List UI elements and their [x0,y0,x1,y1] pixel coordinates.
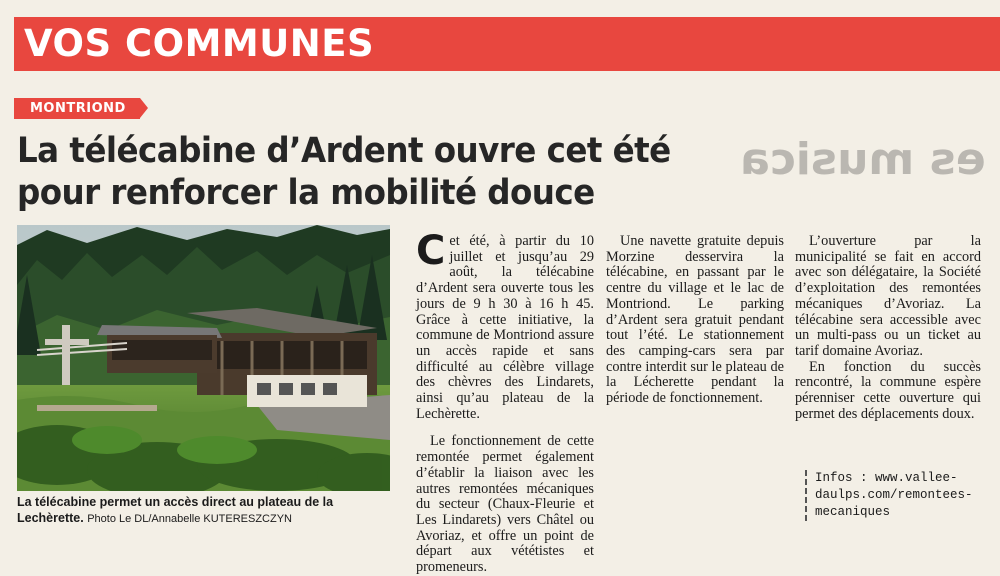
section-header-band [14,17,1000,71]
paragraph-2-text: Le fonctionnement de cette remontée permet également d’établir la liaison avec les autres remontées mécaniques du secteur (Chaux-Fleurie et Les Lindarets) vers Châtel ou Avoriaz, et offre un point de départ aux vététistes et promeneurs. [416,433,594,576]
headline-line-2: pour renforcer la mobilité douce [17,173,595,213]
paragraph-1-text: et été, à partir du 10 juillet et jusqu’au 29 août, la télécabine d’Ardent sera ouverte tous les jours de 9 h 30 à 16 h 45. Grâce à cette initiative, la commune de Montriond assure un accès rapide et sans difficulté au célèbre village des chèvres des Lindarets, ainsi qu’au plateau de la Lechèrette. [416,233,594,422]
infos-box [805,470,991,521]
headline-line-1: La télécabine d’Ardent ouvre cet été [17,131,671,171]
paragraph-2 [416,434,594,575]
article-column-2 [606,234,784,407]
paragraph-3 [606,234,784,407]
infos-text: Infos : www.vallee-daulps.com/remontees-mecaniques [815,471,973,519]
paragraph-1 [416,228,594,422]
caption-text: La télécabine permet un accès direct au plateau de la Lechèrette. [17,495,334,525]
bleed-through-line: es musica [740,134,986,185]
paragraph-3-text: Une navette gratuite depuis Morzine desservira la télécabine, en passant par le centre du village et le lac de Montriond. Le parking d’Ardent sera gratuit pendant tout l’été. Le stationnement des camping-cars sera par contre interdit sur le plateau de la Lécherette pendant la période de fonctionnement. [606,233,784,407]
article-column-3 [795,234,981,422]
article-photo [17,225,390,491]
kicker-label: MONTRIOND [14,98,140,119]
bleed-through-text [720,86,1000,236]
paragraph-4 [795,234,981,360]
paragraph-5-text: En fonction du succès rencontré, la commune espère pérenniser cette ouverture qui permet des déplacements doux. [795,358,981,422]
paragraph-5 [795,360,981,423]
drop-cap: C [416,228,446,274]
section-title: VOS COMMUNES [24,22,375,65]
headline [17,130,724,214]
gondola-station-illustration [17,225,390,491]
article-column-1 [416,228,594,576]
photo-caption [17,494,397,527]
photo-credit: Photo Le DL/Annabelle KUTERESZCZYN [87,513,293,525]
paragraph-4-text: L’ouverture par la municipalité se fait en accord avec son délégataire, la Société d’exploitation des remontées mécaniques d’Avoriaz. La télécabine sera accessible avec un multi-pass ou un ticket au tarif domaine Avoriaz. [795,233,981,359]
